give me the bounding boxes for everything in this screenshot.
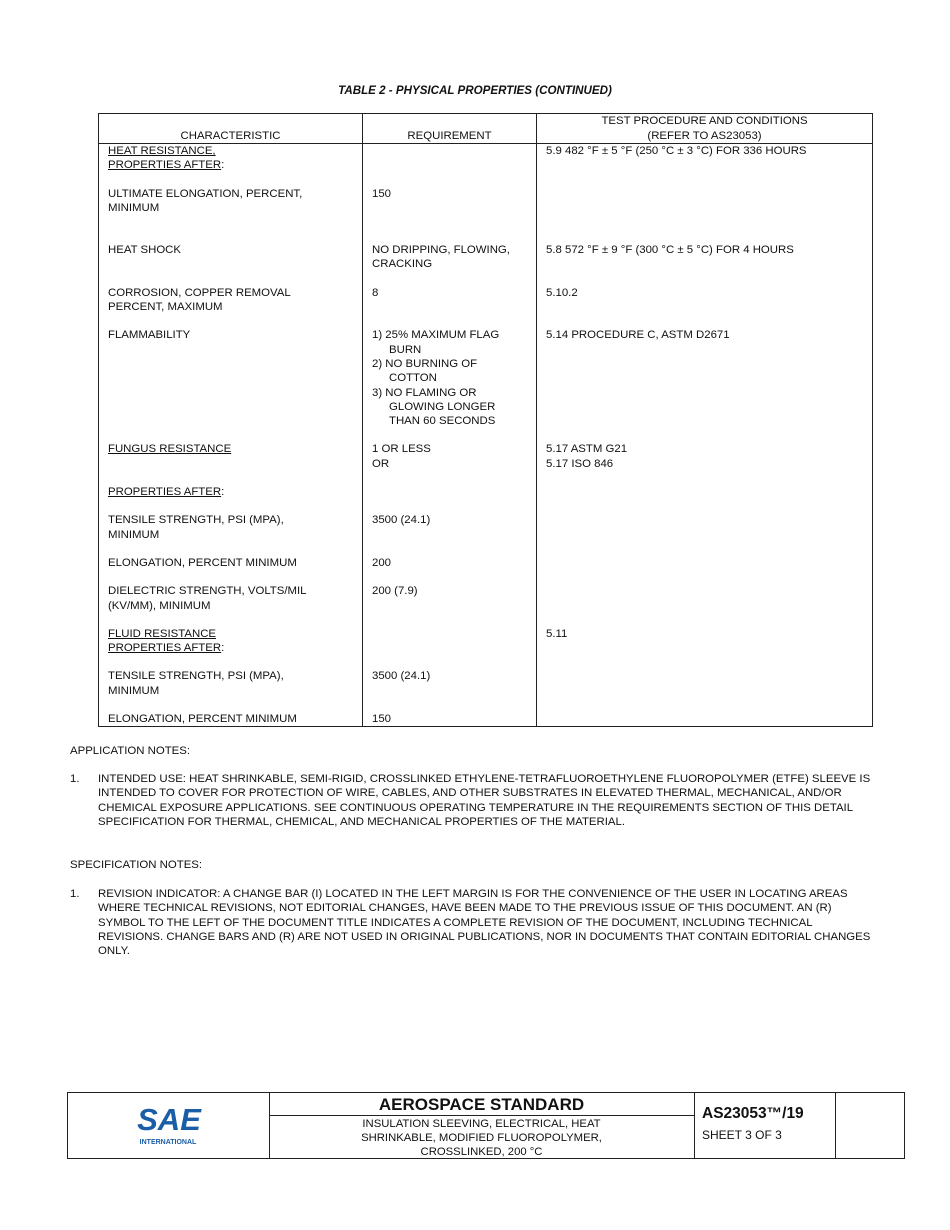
table-row	[99, 187, 873, 244]
fluid-tensile-line1: TENSILE STRENGTH, PSI (MPA),	[108, 670, 284, 683]
footer-logo-cell	[68, 1093, 270, 1158]
flam-req-2-cont: COTTON	[389, 372, 437, 385]
cell-requirement: 150	[363, 712, 537, 727]
table-row	[99, 513, 873, 556]
cell-test	[537, 442, 873, 485]
cell-requirement: 200	[363, 556, 537, 584]
corrosion-line2: PERCENT, MAXIMUM	[108, 301, 223, 314]
cell-characteristic	[99, 187, 363, 244]
fungus-req-line1: 1 OR LESS	[372, 443, 431, 456]
cell-requirement: 3500 (24.1)	[363, 513, 537, 556]
cell-characteristic	[99, 286, 363, 329]
cell-test: 5.10.2	[537, 286, 873, 329]
note-number: 1.	[70, 888, 80, 900]
sae-logo	[136, 1100, 202, 1148]
cell-test	[537, 485, 873, 513]
cell-requirement	[363, 627, 537, 670]
header-test-line2: (REFER TO AS23053)	[647, 129, 762, 142]
flam-req-3-cont1: GLOWING LONGER	[389, 400, 496, 413]
description-line1: INSULATION SLEEVING, ELECTRICAL, HEAT	[362, 1118, 601, 1130]
cell-characteristic	[99, 627, 363, 670]
properties-after-label: PROPERTIES AFTER	[108, 486, 222, 499]
table-row	[99, 627, 873, 670]
table-row	[99, 243, 873, 286]
table-row	[99, 442, 873, 485]
heat-resistance-heading: HEAT RESISTANCE,	[108, 145, 216, 157]
cell-test	[537, 712, 873, 727]
cell-requirement	[363, 328, 537, 442]
cell-test	[537, 556, 873, 584]
cell-test: 5.9 482 °F ± 5 °F (250 °C ± 3 °C) FOR 336 HOURS	[537, 144, 873, 187]
properties-after-label: PROPERTIES AFTER	[108, 159, 222, 172]
specification-notes-heading: SPECIFICATION NOTES:	[70, 859, 203, 871]
ult-elongation-line2: MINIMUM	[108, 201, 160, 214]
physical-properties-table	[98, 113, 873, 727]
cell-test: 5.14 PROCEDURE C, ASTM D2671	[537, 328, 873, 442]
flam-req-2: 2) NO BURNING OF	[372, 357, 478, 370]
table-row	[99, 712, 873, 727]
document-number: AS23053™/19	[702, 1105, 804, 1122]
table-row	[99, 328, 873, 442]
fungus-test-line2: 5.17 ISO 846	[546, 457, 614, 470]
cell-requirement: 8	[363, 286, 537, 329]
colon: :	[221, 159, 225, 172]
cell-test	[537, 187, 873, 244]
heat-shock-req-line1: NO DRIPPING, FLOWING,	[372, 244, 510, 257]
colon: :	[221, 486, 225, 499]
cell-characteristic	[99, 485, 363, 513]
cell-characteristic	[99, 669, 363, 712]
note-text: INTENDED USE: HEAT SHRINKABLE, SEMI-RIGID, CROSSLINKED ETHYLENE-TETRAFLUOROETHYLENE FLUOROPOLYMER (ETFE) SLEEVE IS INTENDED TO COVER FOR PROTECTION OF WIRE, CABLES, AND OTHER SUBSTRATES IN ELEVATED THERMAL, MECHANICAL, AND/OR CHEMICAL EXPOSURE APPLICATIONS. SEE CONTINUOUS OPERATING TEMPERATURE IN THE REQUIREMENTS SECTION OF THIS DETAIL SPECIFICATION FOR THERMAL, CHEMICAL, AND MECHANICAL PROPERTIES OF THE MATERIAL.	[98, 773, 871, 828]
ult-elongation-line1: ULTIMATE ELONGATION, PERCENT,	[108, 187, 303, 200]
cell-characteristic: ELONGATION, PERCENT MINIMUM	[99, 556, 363, 584]
table-row	[99, 286, 873, 329]
heat-shock-req-line2: CRACKING	[372, 258, 433, 271]
standard-description	[269, 1117, 694, 1159]
fungus-tensile-line1: TENSILE STRENGTH, PSI (MPA),	[108, 514, 284, 527]
cell-test: 5.8 572 °F ± 9 °F (300 °C ± 5 °C) FOR 4 HOURS	[537, 243, 873, 286]
cell-characteristic	[99, 584, 363, 627]
flam-req-1-cont: BURN	[389, 343, 422, 356]
cell-requirement	[363, 144, 537, 187]
dielectric-line1: DIELECTRIC STRENGTH, VOLTS/MIL	[108, 585, 307, 598]
footer-blank-cell	[835, 1093, 906, 1158]
application-notes-heading: APPLICATION NOTES:	[70, 745, 191, 757]
fungus-resistance-heading: FUNGUS RESISTANCE	[108, 443, 232, 456]
flam-req-3-cont2: THAN 60 SECONDS	[389, 415, 496, 428]
table-row	[99, 584, 873, 627]
flam-req-1: 1) 25% MAXIMUM FLAG	[372, 329, 500, 342]
header-characteristic: CHARACTERISTIC	[99, 114, 363, 144]
table-row	[99, 556, 873, 584]
footer-title-cell	[269, 1093, 695, 1158]
header-requirement: REQUIREMENT	[363, 114, 537, 144]
fluid-resistance-heading: FLUID RESISTANCE	[108, 627, 217, 640]
table-row	[99, 485, 873, 513]
fungus-req-line2: OR	[372, 457, 390, 470]
sheet-number: SHEET 3 OF 3	[702, 1128, 782, 1142]
table-row	[99, 144, 873, 187]
cell-requirement: 200 (7.9)	[363, 584, 537, 627]
note-number: 1.	[70, 773, 80, 785]
fungus-tensile-line2: MINIMUM	[108, 528, 160, 541]
cell-characteristic	[99, 513, 363, 556]
cell-test	[537, 669, 873, 712]
dielectric-line2: (KV/MM), MINIMUM	[108, 599, 211, 612]
cell-test	[537, 513, 873, 556]
document-footer	[67, 1092, 905, 1159]
description-line2: SHRINKABLE, MODIFIED FLUOROPOLYMER,	[361, 1132, 602, 1144]
corrosion-line1: CORROSION, COPPER REMOVAL	[108, 286, 291, 299]
note-text: REVISION INDICATOR: A CHANGE BAR (I) LOCATED IN THE LEFT MARGIN IS FOR THE CONVENIENCE OF THE USER IN LOCATING AREAS WHERE TECHNICAL REVISIONS, NOT EDITORIAL CHANGES, HAVE BEEN MADE TO THE PREVIOUS ISSUE OF THIS DOCUMENT. AN (R) SYMBOL TO THE LEFT OF THE DOCUMENT TITLE INDICATES A COMPLETE REVISION OF THE DOCUMENT, INCLUDING TECHNICAL REVISIONS. CHANGE BARS AND (R) ARE NOT USED IN ORIGINAL PUBLICATIONS, NOR IN DOCUMENTS THAT CONTAIN EDITORIAL CHANGES ONLY.	[98, 888, 871, 958]
cell-requirement	[363, 442, 537, 485]
cell-characteristic: ELONGATION, PERCENT MINIMUM	[99, 712, 363, 727]
table-header-row	[99, 114, 873, 144]
colon: :	[221, 642, 225, 655]
header-test-procedure	[537, 114, 873, 144]
fluid-tensile-line2: MINIMUM	[108, 684, 160, 697]
cell-requirement	[363, 243, 537, 286]
fungus-test-line1: 5.17 ASTM G21	[546, 443, 628, 456]
sae-logo-text: SAE	[137, 1102, 201, 1137]
cell-characteristic	[99, 144, 363, 187]
sae-logo-subtext: INTERNATIONAL	[139, 1139, 197, 1146]
cell-requirement: 150	[363, 187, 537, 244]
properties-after-label: PROPERTIES AFTER	[108, 642, 222, 655]
cell-characteristic: HEAT SHOCK	[99, 243, 363, 286]
flam-req-3: 3) NO FLAMING OR	[372, 386, 477, 399]
table-row	[99, 669, 873, 712]
table-caption: TABLE 2 - PHYSICAL PROPERTIES (CONTINUED)	[338, 84, 612, 97]
cell-characteristic: FLAMMABILITY	[99, 328, 363, 442]
cell-requirement	[363, 485, 537, 513]
footer-doc-cell	[694, 1093, 836, 1158]
description-line3: CROSSLINKED, 200 °C	[420, 1146, 543, 1158]
cell-requirement: 3500 (24.1)	[363, 669, 537, 712]
cell-test: 5.11	[537, 627, 873, 670]
cell-test	[537, 584, 873, 627]
header-test-line1: TEST PROCEDURE AND CONDITIONS	[601, 115, 808, 128]
standard-title: AEROSPACE STANDARD	[269, 1093, 694, 1116]
cell-characteristic	[99, 442, 363, 485]
